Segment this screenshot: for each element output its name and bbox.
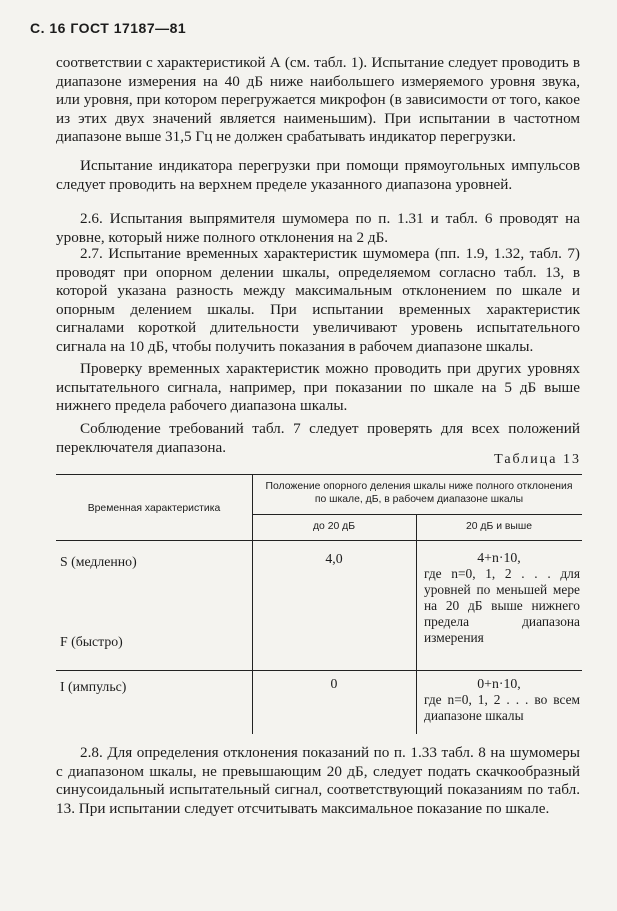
row-name-impulse: I (импульс) — [60, 679, 127, 694]
column-header-20-and-above: 20 дБ и выше — [465, 521, 532, 532]
paragraph-2-8: 2.8. Для определения отклонения показаний по п. 1.33 табл. 8 на шумомеры с диапазоном шкалы, не превышающим 20 дБ, следует подать скачкообразный синусоидальный испытательный сигнал, соответствующий показаниям по табл. 13. При испытании следует отсчитывать максимальное показание по шкале. — [56, 744, 580, 817]
row-formula-impulse: 0+n·10, — [477, 676, 521, 691]
paragraph-2-7: 2.7. Испытание временных характеристик шумомера (пп. 1.9, 1.32, табл. 7) проводят при опорном делении шкалы, определяемом согласно табл. 13, в которой указана разность между максимальным отклонением по шкале и опорным делением шкалы. При испытании временных характеристик сигналами короткой длительности увеличивают уровень испытательного сигнала на 10 дБ, чтобы получить показания в рабочем диапазоне шкалы. — [56, 245, 580, 355]
table-row-rule — [56, 670, 582, 671]
table-col-divider-2 — [416, 514, 417, 734]
paragraph-2-6: 2.6. Испытания выпрямителя шумомера по п. 1.31 и табл. 6 проводят на уровне, который ниже полного отклонения на 2 дБ. — [56, 210, 580, 246]
column-header-characteristic: Временная характеристика — [87, 503, 221, 514]
paragraph-overload-indicator: Испытание индикатора перегрузки при помощи прямоугольных импульсов следует проводить на верхнем пределе указанного диапазона уровней. — [56, 157, 580, 193]
paragraph-time-characteristics: Проверку временных характеристик можно проводить при других уровнях испытательного сигнала, например, при показании по шкале на 5 дБ выше нижнего предела рабочего диапазона шкалы. — [56, 360, 580, 415]
row-name-fast: F (быстро) — [60, 634, 123, 649]
table-top-rule — [56, 474, 582, 475]
row-note-impulse: где n=0, 1, 2 . . . во всем диапазоне шкалы — [424, 692, 580, 723]
paragraph-continuation: соответствии с характеристикой А (см. табл. 1). Испытание следует проводить в диапазоне измерения на 40 дБ ниже наибольшего измеряемого уровня звука, или уровня, при котором перегружается микрофон (в зависимости от того, какое из этих двух значений является наименьшим). При испытании в частотном диапазоне выше 31,5 Гц не должен срабатывать индикатор перегрузки. — [56, 54, 580, 146]
column-header-up-to-20: до 20 дБ — [312, 521, 356, 532]
table-header-rule — [56, 540, 582, 541]
column-group-header: Положение опорного деления шкалы ниже полного отклонения по шкале, дБ, в рабочем диапазоне шкалы — [265, 481, 573, 505]
row-name-slow: S (медленно) — [60, 554, 137, 569]
paragraph-range-switch: Соблюдение требований табл. 7 следует проверять для всех положений переключателя диапазона. — [56, 420, 580, 456]
page-header: С. 16 ГОСТ 17187—81 — [30, 20, 187, 36]
row-value-slow: 4,0 — [325, 551, 343, 566]
row-note-slow: где n=0, 1, 2 . . . для уровней по меньшей мере на 20 дБ выше нижнего предела диапазона измерения — [424, 566, 580, 645]
table-col-divider-1 — [252, 474, 253, 734]
table-caption: Таблица 13 — [494, 452, 581, 467]
row-formula-slow: 4+n·10, — [477, 550, 521, 565]
table-13 — [56, 474, 582, 734]
row-value-impulse: 0 — [330, 676, 338, 691]
table-subheader-rule — [252, 514, 582, 515]
